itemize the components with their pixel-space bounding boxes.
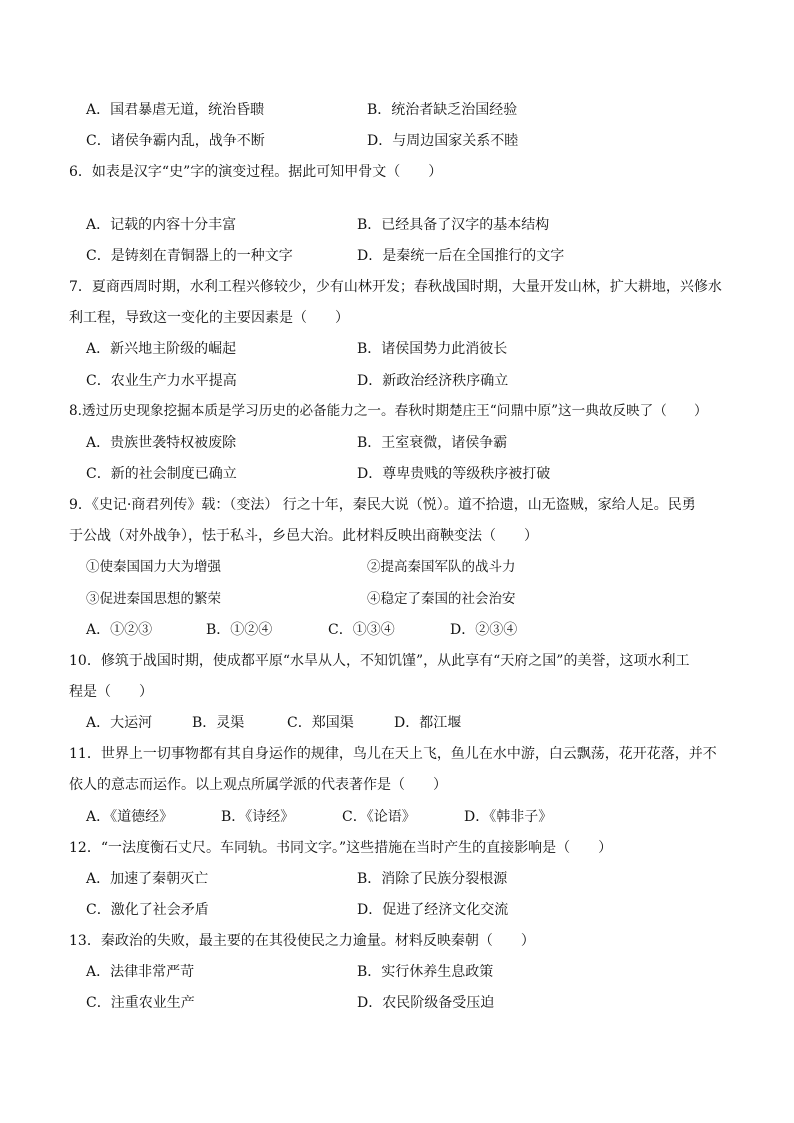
q7-option-b: B．诸侯国势力此消彼长 [357,341,508,357]
q7-option-d: D．新政治经济秩序确立 [357,373,509,389]
q12-option-c: C．激化了社会矛盾 [86,902,209,918]
q7-option-a: A．新兴地主阶级的崛起 [86,341,237,357]
q5-option-c: C．诸侯争霸内乱，战争不断 [86,133,265,149]
q9-option-b: B．①②④ [206,622,273,638]
q9-option-d: D．②③④ [450,622,518,638]
q9-stem-line2: 于公战（对外战争），怯于私斗，乡邑大治。此材料反映出商鞅变法（ ） [69,528,538,544]
q11-option-d: D．《韩非子》 [464,809,553,825]
q12-option-d: D．促进了经济文化交流 [357,902,509,918]
q11-option-b: B．《诗经》 [221,809,295,825]
q9-item-3: ③促进秦国思想的繁荣 [86,591,221,607]
q11-stem-line2: 依人的意志而运作。以上观点所属学派的代表著作是（ ） [69,777,447,793]
q12-stem: 12．“一法度衡石丈尺。车同轨。书同文字。”这些措施在当时产生的直接影响是（ ） [69,840,613,856]
q9-stem-line1: 9．《史记·商君列传》载：（变法） 行之十年，秦民大说（悦）。道不拾遗，山无盗贼，家给人足。民勇 [69,497,696,513]
q10-stem-line2: 程是（ ） [69,684,153,700]
q13-option-c: C．注重农业生产 [86,995,195,1011]
q11-option-c: C．《论语》 [342,809,416,825]
q6-option-c: C．是铸刻在青铜器上的一种文字 [86,248,293,264]
q9-option-a: A．①②③ [86,622,153,638]
q12-option-b: B．消除了民族分裂根源 [357,871,508,887]
q13-option-a: A．法律非常严苛 [86,964,195,980]
q8-stem: 8.透过历史现象挖掘本质是学习历史的必备能力之一。春秋时期楚庄王“问鼎中原”这一典故反映了（ ） [69,403,708,419]
q7-option-c: C．农业生产力水平提高 [86,373,237,389]
q8-option-d: D．尊卑贵贱的等级秩序被打破 [357,466,551,482]
q6-option-a: A．记载的内容十分丰富 [86,217,237,233]
q7-stem-line2: 利工程，导致这一变化的主要因素是（ ） [69,310,349,326]
q6-option-d: D．是秦统一后在全国推行的文字 [357,248,565,264]
q13-option-b: B．实行休养生息政策 [357,964,494,980]
q8-option-c: C．新的社会制度已确立 [86,466,237,482]
q10-option-a: A．大运河 [86,715,153,731]
q5-option-a: A．国君暴虐无道，统治昏聩 [86,102,265,118]
q8-option-a: A．贵族世袭特权被废除 [86,435,237,451]
q10-option-b: B．灵渠 [192,715,245,731]
q9-item-4: ④稳定了秦国的社会治安 [367,591,516,607]
q6-stem: 6．如表是汉字“史”字的演变过程。据此可知甲骨文（ ） [69,164,443,180]
q10-stem-line1: 10．修筑于战国时期，使成都平原“水旱从人，不知饥馑”，从此享有“天府之国”的美誉，这项水利工 [69,653,690,669]
q9-option-c: C．①③④ [328,622,395,638]
q9-item-2: ②提高秦国军队的战斗力 [367,559,516,575]
q8-option-b: B．王室衰微，诸侯争霸 [357,435,508,451]
q5-option-b: B．统治者缺乏治国经验 [367,102,518,118]
q13-option-d: D．农民阶级备受压迫 [357,995,495,1011]
q6-option-b: B．已经具备了汉字的基本结构 [357,217,550,233]
q13-stem: 13．秦政治的失败，最主要的在其役使民之力逾量。材料反映秦朝（ ） [69,933,535,949]
q10-option-c: C．郑国渠 [287,715,354,731]
q11-stem-line1: 11．世界上一切事物都有其自身运作的规律，鸟儿在天上飞，鱼儿在水中游，白云飘荡，花开花落，并不 [69,746,717,762]
q12-option-a: A．加速了秦朝灭亡 [86,871,209,887]
q11-option-a: A．《道德经》 [86,809,174,825]
q7-stem-line1: 7．夏商西周时期，水利工程兴修较少，少有山林开发；春秋战国时期，大量开发山林，扩大耕地，兴修水 [69,279,722,295]
q10-option-d: D．都江堰 [394,715,462,731]
q9-item-1: ①使秦国国力大为增强 [86,559,221,575]
q5-option-d: D．与周边国家关系不睦 [367,133,519,149]
